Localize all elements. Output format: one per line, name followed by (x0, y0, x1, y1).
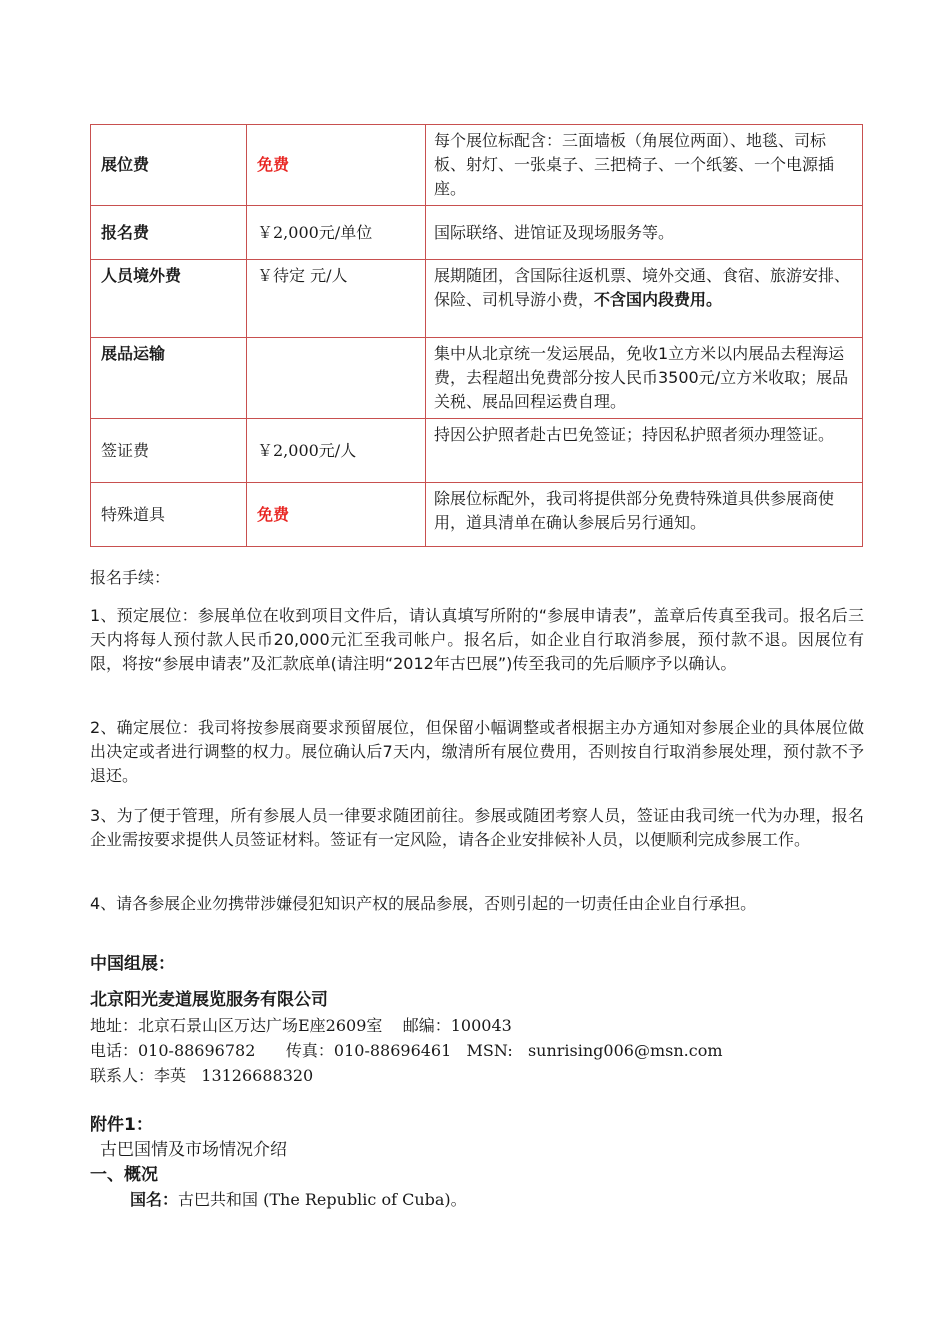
organizer-company: 北京阳光麦道展览服务有限公司 (90, 990, 328, 1010)
fee-price: 免费 (247, 125, 426, 206)
table-row (91, 125, 863, 206)
table-row (91, 206, 863, 260)
fee-note: 国际联络、进馆证及现场服务等。 (426, 206, 863, 260)
country-label: 国名： (130, 1190, 179, 1209)
fee-item: 人员境外费 (91, 260, 247, 338)
fee-price: ￥2,000元/单位 (247, 206, 426, 260)
fee-note-bold: 不含国内段费用。 (594, 290, 723, 309)
fee-price: 免费 (247, 483, 426, 547)
procedure-paragraph-4: 4、请各参展企业勿携带涉嫌侵犯知识产权的展品参展，否则引起的一切责任由企业自行承担。 (90, 894, 757, 913)
table-row (91, 419, 863, 483)
procedure-paragraph-2: 2、确定展位：我司将按参展商要求预留展位，但保留小幅调整或者根据主办方通知对参展企业的具体展位做出决定或者进行调整的权力。展位确认后7天内，缴清所有展位费用，否则按自行取消参展处理，预付款不予退还。 (90, 718, 864, 785)
country-value: 古巴共和国 (The Republic of Cuba)。 (178, 1190, 467, 1209)
annex-label: 附件1： (90, 1115, 153, 1135)
procedure-paragraph-3: 3、为了便于管理，所有参展人员一律要求随团前往。参展或随团考察人员，签证由我司统一代为办理，报名企业需按要求提供人员签证材料。签证有一定风险，请各企业安排候补人员，以便顺利完成参展工作。 (90, 806, 864, 849)
fee-note: 集中从北京统一发运展品，免收1立方米以内展品去程海运费，去程超出免费部分按人民币3500元/立方米收取；展品关税、展品回程运费自理。 (426, 338, 863, 419)
organizer-phone: 电话：010-88696782 传真：010-88696461 MSN: sunrising006@msn.com (90, 1041, 723, 1060)
fee-note: 除展位标配外，我司将提供部分免费特殊道具供参展商使用，道具清单在确认参展后另行通知。 (426, 483, 863, 547)
fee-note-text: 展期随团，含国际往返机票、境外交通、食宿、旅游安排、保险、司机导游小费， (434, 266, 851, 309)
table-row (91, 338, 863, 419)
fee-price (247, 338, 426, 419)
organizer-heading: 中国组展： (90, 954, 175, 974)
procedure-title: 报名手续： (90, 568, 171, 587)
fee-table (90, 124, 863, 547)
country-line (130, 1188, 467, 1212)
procedure-paragraph-1: 1、预定展位：参展单位在收到项目文件后，请认真填写所附的“参展申请表”，盖章后传真至我司。报名后三天内将每人预付款人民币20,000元汇至我司帐户。报名后，如企业自行取消参展，预付款不退。因展位有限，将按“参展申请表”及汇款底单(请注明“2012年古巴展”)传至我司的先后顺序予以确认。 (90, 606, 864, 673)
fee-price: ￥待定 元/人 (247, 260, 426, 338)
fee-note (426, 260, 863, 338)
table-row (91, 260, 863, 338)
fee-item: 展品运输 (91, 338, 247, 419)
fee-item: 签证费 (91, 419, 247, 483)
organizer-contact: 联系人：李英 13126688320 (90, 1066, 314, 1085)
fee-item: 特殊道具 (91, 483, 247, 547)
table-row (91, 483, 863, 547)
section-heading: 一、概况 (90, 1165, 158, 1185)
fee-price: ￥2,000元/人 (247, 419, 426, 483)
fee-item: 报名费 (91, 206, 247, 260)
fee-item: 展位费 (91, 125, 247, 206)
fee-note: 每个展位标配含：三面墙板（角展位两面）、地毯、司标板、射灯、一张桌子、三把椅子、一个纸篓、一个电源插座。 (426, 125, 863, 206)
annex-title: 古巴国情及市场情况介绍 (100, 1140, 287, 1160)
fee-note: 持因公护照者赴古巴免签证；持因私护照者须办理签证。 (426, 419, 863, 483)
organizer-address: 地址：北京石景山区万达广场E座2609室 邮编：100043 (90, 1016, 512, 1035)
